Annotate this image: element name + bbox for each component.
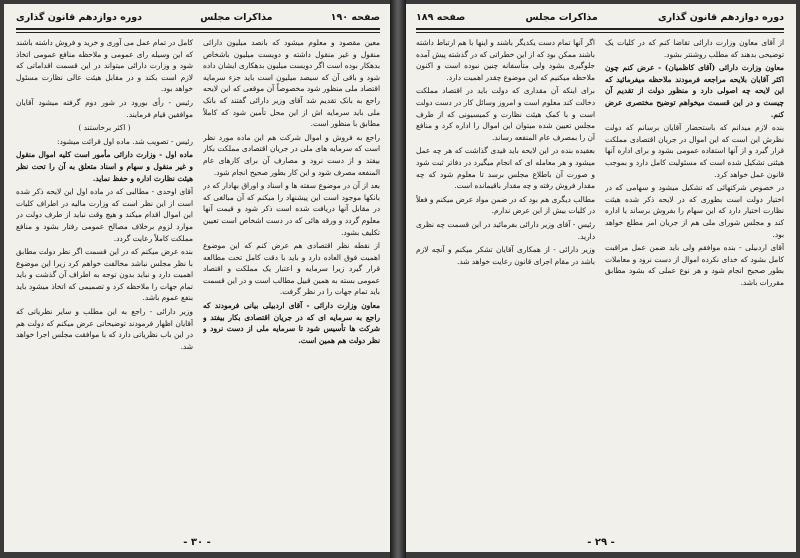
left-column xyxy=(16,37,193,531)
header-rule-thin xyxy=(16,32,380,33)
paragraph: در خصوص شرکتهائی که تشکیل میشود و سهامی که در اختیار دولت است بطوری که در لایحه ذکر شده هیئت نظارت اختیار دارد که این سهام را بفروش برساند یا اداره کند و مجلس شورای ملی هم از جریان امر مطلع خواهد بود. xyxy=(605,183,784,239)
paragraph: بنده لازم میدانم که باستحضار آقایان برسانم که دولت نظرش این است که این اموال در جریان اقتصادی مملکت قرار گیرد و از آنها استفاده عمومی بشود و برای اداره آنها هیئتی تشکیل شده است که مسئولیت کامل دارد و بموجب قانون عمل خواهد کرد. xyxy=(605,123,784,179)
speaker-paragraph: معاون وزارت دارائی - آقای اردبیلی بیانی فرمودند که راجع به سرمایه ای که در جریان اقتصادی بکار بیفتد و شرکت ها تأسیس شود تا سرمایه ملی از دست نرود و نظر دولت هم همین است. xyxy=(203,301,380,345)
header-rule xyxy=(16,28,380,30)
paragraph: از نقطه نظر اقتصادی هم عرض کنم که این موضوع اهمیت فوق العاده دارد و باید با دقت کامل تحت مطالعه قرار گیرد زیرا سرمایه و اعتبار یک مملکت و اقتصاد عمومی بسته به همین قبیل مطالب است و در این قسمت باید تمام جهات را در نظر گرفت. xyxy=(203,241,380,297)
header-page-label: صفحه ۱۸۹ xyxy=(416,12,466,23)
paragraph: رئیس - رأی بورود در شور دوم گرفته میشود آقایان موافقین قیام فرمایند. xyxy=(16,97,193,119)
header-rule-thin xyxy=(416,32,784,33)
header-title: دوره دوازدهم قانون گذاری xyxy=(16,12,143,23)
paragraph: رئیس - تصویب شد. ماده اول قرائت میشود: xyxy=(57,136,193,146)
page-number: - ۲۹ - xyxy=(587,537,615,548)
left-page xyxy=(4,4,390,552)
paragraph: وزیر دارائی - از همکاری آقایان تشکر میکنم و آنچه لازم باشد در مقام اجرای قانون رعایت خواهد شد. xyxy=(416,245,595,266)
page-header xyxy=(416,10,784,26)
text-columns xyxy=(416,37,784,531)
article-text: ماده اول - وزارت دارائی مأمور است کلیه اموال منقول و غیر منقول و سهام و اسناد متعلق به آن را تحت نظر هیئت نظارت اداره و حفظ نماید. xyxy=(16,150,193,183)
header-center: مذاکرات مجلس xyxy=(200,12,273,23)
paragraph: بعقیده بنده در این لایحه باید قیدی گذاشت که هر چه عمل میشود و هر معامله ای که انجام میگیرد در دفاتر ثبت شود و صورت آن باطلاع مجلس برسد تا معلوم شود که چه مقدار فروش رفته و چه مقدار باقیمانده است. xyxy=(416,146,595,191)
right-column xyxy=(605,37,784,531)
text-columns xyxy=(16,37,380,531)
paragraph: اگر آنها تمام دست یکدیگر باشند و اینها با هم ارتباط داشته باشند ممکن بود که از این خطراتی که در گذشته پیش آمده جلوگیری بشود ولی متأسفانه چنین نبوده است و اکنون ملاحظه میکنیم که این موضوع چقدر اهمیت دارد. xyxy=(416,38,595,82)
paragraph: رئیس - آقای وزیر دارائی بفرمائید در این قسمت چه نظری دارید. xyxy=(416,219,595,241)
page-header xyxy=(16,10,380,26)
paragraph: راجع به فروش و اموال شرکت هم این ماده مورد نظر است که سرمایه های ملی در جریان اقتصادی مملکت بکار بیفتد و از دست نرود و مصارف آن برای کارهای عام المنفعه مصرف شود و این کار بطور صحیح انجام شود. xyxy=(203,132,380,177)
paragraph: از آقای معاون وزارت دارائی تقاضا کنم که در کلیات یک توضیحی بدهند که مطلب روشنتر بشود. xyxy=(605,38,784,59)
right-column xyxy=(203,37,380,531)
right-page xyxy=(406,4,796,552)
paragraph: آقای اوحدی - مطالبی که در ماده اول این لایحه ذکر شده است از این نظر است که وزارت مالیه در اطراف کلیات این اموال اقدام میکند و هیچ وقت نباید از طرف دولت در موارد لزوم برخلاف مصالح عمومی رفتار بشود و منافع مملکت کاملاً رعایت گردد. xyxy=(16,187,193,243)
paragraph: کامل در تمام عمل می آوری و خرید و فروش داشته باشند که این وسیله رای عمومی و ملاحظه منافع عمومی اتخاذ شود و وزارت دارائی میتواند در این قسمت اقداماتی که لازم است بکند و در مقابل هیئت عالی نظارت مسئول خواهد بود. xyxy=(16,38,193,94)
paragraph: معین مقصود و معلوم میشود که بانصد میلیون دارائی منقول و غیر منقول داشته و دویست میلیون باشخاص بدهکار بوده است اگر دویست میلیون بدهکاری ایشان داده شود و باقی آن که سیصد میلیون است باید جزء سرمایه اقتصاد ملی منظور شود مخصوصاً آن موقعی که این لایحه راجع به بانک تقدیم شد آقای وزیر دارائی گفتند که بانک ملی باید سرمایه اش از این محل تأمین شود که کاملاً مطابق با منظور است. xyxy=(203,38,380,129)
paragraph: بنده عرض میکنم که در این قسمت اگر نظر دولت مطابق با نظر مجلس نباشد مخالفت خواهم کرد زیرا این موضوع اهمیت دارد و نباید بدون توجه به اطراف آن گذشت و باید تمام جهات را ملاحظه کرد و تصمیمی که اتخاذ میشود باید بنفع عموم باشد. xyxy=(16,247,193,303)
paragraph: بعد از آن در موضوع سفته ها و اسناد و اوراق بهادار که در بانکها موجود است این پیشنهاد را میکنم که آن مبالغی که در مقابل آنها دریافت شده است ذکر شود و قیمت آنها معلوم گردد و ورقه هائی که در دست اشخاص است تعیین تکلیف بشود. xyxy=(203,181,380,237)
header-center: مذاکرات مجلس xyxy=(525,12,598,23)
header-title: دوره دوازدهم قانون گذاری xyxy=(657,12,784,23)
speaker-paragraph: معاون وزارت دارائی (آقای کاظمیان) - عرض کنم چون اکثر آقایان بلایحه مراجعه فرمودند ملاحظه میفرمائید که این لایحه چه اصولی دارد و منظور دولت از تقدیم آن چیست و در این قسمت میخواهم توضیح مختصری عرض کنم. xyxy=(605,63,784,119)
paragraph: آقای اردبیلی - بنده موافقم ولی باید ضمن عمل مراقبت کامل بشود که خدای نکرده اموال از دست نرود و معاملات بطور صحیح انجام شود و هر نوع عملی که بشود مطابق مقررات باشد. xyxy=(605,243,784,287)
paragraph: وزیر دارائی - راجع به این مطلب و سایر نظریاتی که آقایان اظهار فرمودند توضیحاتی عرض میکنم که دولت هم در این باب نظریاتی دارد که با موافقت مجلس اجرا خواهد شد. xyxy=(16,307,193,351)
paragraph: مطالب دیگری هم بود که در ضمن مواد عرض میکنم و فعلاً در کلیات بیش از این عرض ندارم. xyxy=(416,194,595,216)
header-rule xyxy=(416,28,784,30)
left-column xyxy=(416,37,595,531)
page-number: - ۳۰ - xyxy=(183,537,211,548)
paragraph: برای اینکه آن مقداری که دولت باید در اقتصاد مملکت دخالت کند معلوم است و امروز وسائل کار در دست دولت است و با کمک هیئت نظارت و کمیسیونی که از طرف مجلس تعیین شده میتوان این اموال را اداره کرد و منافع آن را بمصرف عام المنفعه رساند. xyxy=(416,86,595,142)
vote-result: ( اکثر برخاستند ) xyxy=(78,123,131,133)
header-page-label: صفحه ۱۹۰ xyxy=(330,12,380,23)
book-gutter xyxy=(390,0,406,558)
